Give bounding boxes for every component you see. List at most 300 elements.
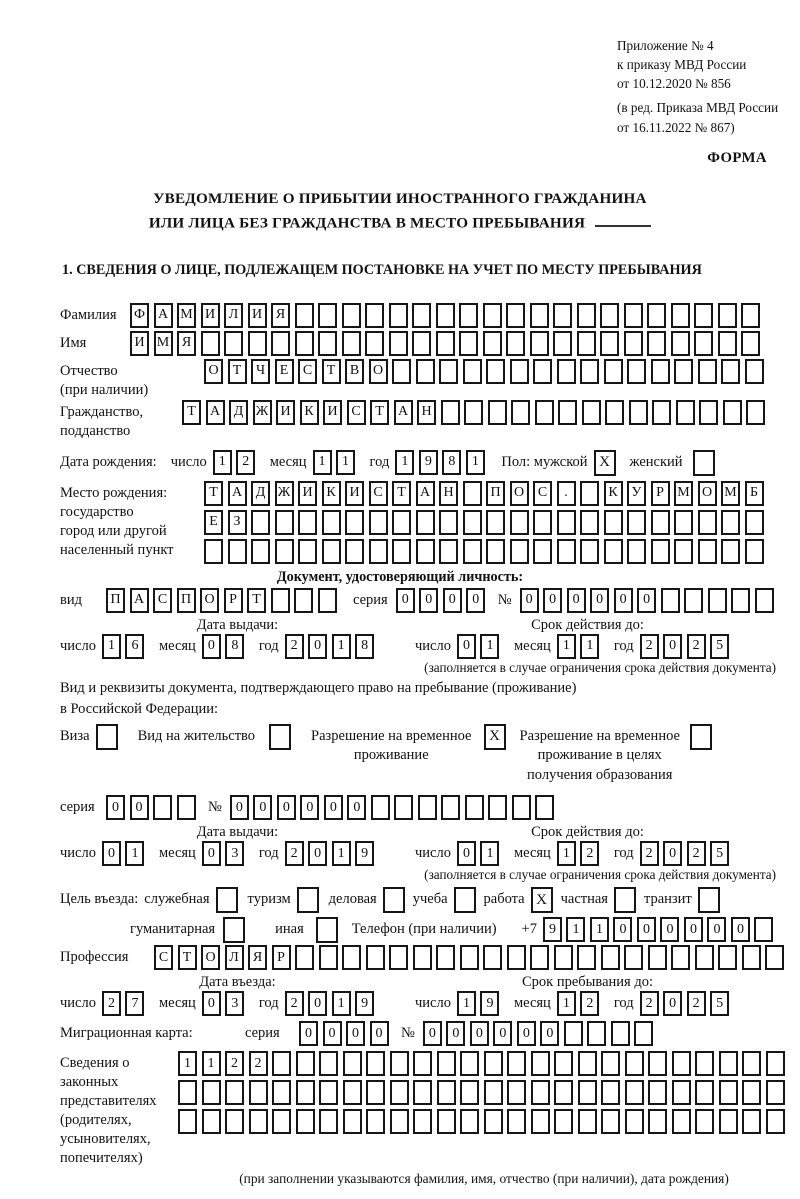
- char-cell[interactable]: [530, 945, 549, 970]
- char-cell[interactable]: 8: [355, 634, 374, 659]
- char-cell[interactable]: М: [674, 481, 693, 506]
- char-cell[interactable]: С: [369, 481, 388, 506]
- char-cell[interactable]: [345, 539, 364, 564]
- char-cell[interactable]: М: [721, 481, 740, 506]
- char-cell[interactable]: [271, 331, 290, 356]
- char-cell[interactable]: Т: [247, 588, 266, 613]
- char-cell[interactable]: [275, 510, 294, 535]
- char-cell[interactable]: [272, 1080, 291, 1105]
- char-cell[interactable]: С: [154, 945, 173, 970]
- char-cell[interactable]: 0: [346, 1021, 365, 1046]
- char-cell[interactable]: [694, 303, 713, 328]
- char-cell[interactable]: [389, 945, 408, 970]
- char-cell[interactable]: [294, 588, 313, 613]
- char-cell[interactable]: [695, 945, 714, 970]
- char-cell[interactable]: [564, 1021, 583, 1046]
- char-cell[interactable]: [460, 1109, 479, 1134]
- char-cell[interactable]: 0: [202, 634, 221, 659]
- char-cell[interactable]: [535, 795, 554, 820]
- char-cell[interactable]: И: [298, 481, 317, 506]
- char-cell[interactable]: [296, 1051, 315, 1076]
- char-cell[interactable]: [483, 945, 502, 970]
- char-cell[interactable]: Т: [392, 481, 411, 506]
- char-cell[interactable]: 0: [590, 588, 609, 613]
- char-cell[interactable]: [651, 510, 670, 535]
- char-cell[interactable]: [295, 303, 314, 328]
- char-cell[interactable]: [611, 1021, 630, 1046]
- char-cell[interactable]: [719, 1051, 738, 1076]
- char-cell[interactable]: [530, 303, 549, 328]
- char-cell[interactable]: [674, 359, 693, 384]
- char-cell[interactable]: [674, 510, 693, 535]
- purpose-humanitarian-checkbox[interactable]: [223, 917, 245, 943]
- char-cell[interactable]: [651, 539, 670, 564]
- char-cell[interactable]: [507, 1080, 526, 1105]
- char-cell[interactable]: 0: [370, 1021, 389, 1046]
- char-cell[interactable]: [535, 400, 554, 425]
- char-cell[interactable]: О: [510, 481, 529, 506]
- char-cell[interactable]: А: [206, 400, 225, 425]
- char-cell[interactable]: Ж: [275, 481, 294, 506]
- char-cell[interactable]: 1: [178, 1051, 197, 1076]
- char-cell[interactable]: [651, 359, 670, 384]
- char-cell[interactable]: 0: [540, 1021, 559, 1046]
- char-cell[interactable]: 0: [637, 917, 656, 942]
- char-cell[interactable]: 9: [480, 991, 499, 1016]
- char-cell[interactable]: Т: [370, 400, 389, 425]
- char-cell[interactable]: 0: [308, 634, 327, 659]
- char-cell[interactable]: [698, 510, 717, 535]
- char-cell[interactable]: С: [533, 481, 552, 506]
- char-cell[interactable]: [390, 1080, 409, 1105]
- char-cell[interactable]: Р: [651, 481, 670, 506]
- char-cell[interactable]: [510, 359, 529, 384]
- char-cell[interactable]: 1: [590, 917, 609, 942]
- char-cell[interactable]: 2: [687, 991, 706, 1016]
- char-cell[interactable]: [342, 303, 361, 328]
- char-cell[interactable]: П: [106, 588, 125, 613]
- char-cell[interactable]: А: [416, 481, 435, 506]
- char-cell[interactable]: 6: [125, 634, 144, 659]
- char-cell[interactable]: 1: [557, 991, 576, 1016]
- char-cell[interactable]: [507, 945, 526, 970]
- char-cell[interactable]: 5: [710, 841, 729, 866]
- char-cell[interactable]: [228, 539, 247, 564]
- char-cell[interactable]: [723, 400, 742, 425]
- char-cell[interactable]: 2: [236, 450, 255, 475]
- char-cell[interactable]: 1: [125, 841, 144, 866]
- char-cell[interactable]: [248, 331, 267, 356]
- char-cell[interactable]: 2: [687, 634, 706, 659]
- char-cell[interactable]: [392, 539, 411, 564]
- char-cell[interactable]: 3: [225, 991, 244, 1016]
- char-cell[interactable]: Е: [204, 510, 223, 535]
- char-cell[interactable]: 0: [470, 1021, 489, 1046]
- char-cell[interactable]: О: [369, 359, 388, 384]
- char-cell[interactable]: 0: [517, 1021, 536, 1046]
- char-cell[interactable]: 2: [640, 991, 659, 1016]
- char-cell[interactable]: [486, 510, 505, 535]
- char-cell[interactable]: [718, 331, 737, 356]
- char-cell[interactable]: [441, 400, 460, 425]
- char-cell[interactable]: [507, 1051, 526, 1076]
- char-cell[interactable]: [488, 400, 507, 425]
- char-cell[interactable]: [298, 510, 317, 535]
- char-cell[interactable]: [558, 400, 577, 425]
- char-cell[interactable]: Т: [322, 359, 341, 384]
- char-cell[interactable]: [533, 539, 552, 564]
- char-cell[interactable]: 0: [637, 588, 656, 613]
- char-cell[interactable]: [366, 1080, 385, 1105]
- purpose-tourism-checkbox[interactable]: [297, 887, 319, 913]
- char-cell[interactable]: Ж: [253, 400, 272, 425]
- char-cell[interactable]: [634, 1021, 653, 1046]
- char-cell[interactable]: 2: [285, 634, 304, 659]
- char-cell[interactable]: В: [345, 359, 364, 384]
- char-cell[interactable]: [604, 359, 623, 384]
- char-cell[interactable]: [464, 400, 483, 425]
- char-cell[interactable]: [412, 303, 431, 328]
- char-cell[interactable]: [271, 588, 290, 613]
- char-cell[interactable]: [318, 588, 337, 613]
- char-cell[interactable]: 2: [580, 841, 599, 866]
- char-cell[interactable]: [439, 510, 458, 535]
- char-cell[interactable]: [319, 1051, 338, 1076]
- char-cell[interactable]: [719, 1109, 738, 1134]
- char-cell[interactable]: [699, 400, 718, 425]
- char-cell[interactable]: Р: [224, 588, 243, 613]
- char-cell[interactable]: [533, 359, 552, 384]
- char-cell[interactable]: [600, 303, 619, 328]
- char-cell[interactable]: 0: [202, 841, 221, 866]
- char-cell[interactable]: 8: [225, 634, 244, 659]
- char-cell[interactable]: [436, 945, 455, 970]
- char-cell[interactable]: 1: [336, 450, 355, 475]
- char-cell[interactable]: З: [228, 510, 247, 535]
- char-cell[interactable]: 0: [106, 795, 125, 820]
- char-cell[interactable]: 1: [466, 450, 485, 475]
- char-cell[interactable]: [577, 303, 596, 328]
- char-cell[interactable]: 0: [457, 634, 476, 659]
- char-cell[interactable]: О: [698, 481, 717, 506]
- char-cell[interactable]: 2: [249, 1051, 268, 1076]
- char-cell[interactable]: И: [130, 331, 149, 356]
- char-cell[interactable]: [483, 303, 502, 328]
- char-cell[interactable]: [366, 1051, 385, 1076]
- char-cell[interactable]: [627, 539, 646, 564]
- char-cell[interactable]: [510, 510, 529, 535]
- char-cell[interactable]: [694, 331, 713, 356]
- temp-residence-education-checkbox[interactable]: [690, 724, 712, 750]
- char-cell[interactable]: Е: [275, 359, 294, 384]
- char-cell[interactable]: Л: [225, 945, 244, 970]
- char-cell[interactable]: [437, 1080, 456, 1105]
- char-cell[interactable]: [295, 945, 314, 970]
- char-cell[interactable]: [624, 303, 643, 328]
- char-cell[interactable]: [510, 539, 529, 564]
- char-cell[interactable]: [319, 1109, 338, 1134]
- char-cell[interactable]: 1: [202, 1051, 221, 1076]
- char-cell[interactable]: [390, 1109, 409, 1134]
- char-cell[interactable]: [389, 303, 408, 328]
- char-cell[interactable]: [580, 510, 599, 535]
- char-cell[interactable]: [742, 1051, 761, 1076]
- char-cell[interactable]: [392, 359, 411, 384]
- char-cell[interactable]: 0: [308, 991, 327, 1016]
- purpose-transit-checkbox[interactable]: [698, 887, 720, 913]
- char-cell[interactable]: 0: [253, 795, 272, 820]
- char-cell[interactable]: [601, 1080, 620, 1105]
- char-cell[interactable]: [604, 539, 623, 564]
- char-cell[interactable]: [676, 400, 695, 425]
- char-cell[interactable]: [672, 1051, 691, 1076]
- char-cell[interactable]: [437, 1109, 456, 1134]
- char-cell[interactable]: [484, 1080, 503, 1105]
- char-cell[interactable]: [578, 1109, 597, 1134]
- char-cell[interactable]: 0: [663, 991, 682, 1016]
- char-cell[interactable]: А: [228, 481, 247, 506]
- char-cell[interactable]: [202, 1080, 221, 1105]
- char-cell[interactable]: 1: [213, 450, 232, 475]
- residence-permit-checkbox[interactable]: [269, 724, 291, 750]
- char-cell[interactable]: [625, 1080, 644, 1105]
- char-cell[interactable]: [554, 1080, 573, 1105]
- char-cell[interactable]: 0: [230, 795, 249, 820]
- char-cell[interactable]: 0: [684, 917, 703, 942]
- char-cell[interactable]: [413, 1109, 432, 1134]
- char-cell[interactable]: [394, 795, 413, 820]
- char-cell[interactable]: 0: [446, 1021, 465, 1046]
- char-cell[interactable]: [459, 303, 478, 328]
- char-cell[interactable]: [342, 945, 361, 970]
- char-cell[interactable]: [557, 359, 576, 384]
- char-cell[interactable]: Т: [228, 359, 247, 384]
- char-cell[interactable]: 0: [300, 795, 319, 820]
- char-cell[interactable]: 0: [308, 841, 327, 866]
- char-cell[interactable]: [577, 945, 596, 970]
- char-cell[interactable]: [695, 1051, 714, 1076]
- char-cell[interactable]: Т: [178, 945, 197, 970]
- char-cell[interactable]: [296, 1109, 315, 1134]
- char-cell[interactable]: Н: [439, 481, 458, 506]
- char-cell[interactable]: Б: [745, 481, 764, 506]
- char-cell[interactable]: 2: [640, 634, 659, 659]
- char-cell[interactable]: [251, 539, 270, 564]
- char-cell[interactable]: [439, 359, 458, 384]
- char-cell[interactable]: 0: [347, 795, 366, 820]
- char-cell[interactable]: [392, 510, 411, 535]
- char-cell[interactable]: А: [394, 400, 413, 425]
- char-cell[interactable]: [605, 400, 624, 425]
- char-cell[interactable]: [766, 1080, 785, 1105]
- char-cell[interactable]: 2: [580, 991, 599, 1016]
- char-cell[interactable]: 1: [332, 634, 351, 659]
- char-cell[interactable]: 7: [125, 991, 144, 1016]
- char-cell[interactable]: [629, 400, 648, 425]
- char-cell[interactable]: [578, 1051, 597, 1076]
- char-cell[interactable]: .: [557, 481, 576, 506]
- char-cell[interactable]: [318, 331, 337, 356]
- char-cell[interactable]: [436, 331, 455, 356]
- char-cell[interactable]: [648, 945, 667, 970]
- char-cell[interactable]: [742, 1080, 761, 1105]
- char-cell[interactable]: [318, 303, 337, 328]
- char-cell[interactable]: [742, 945, 761, 970]
- char-cell[interactable]: 1: [102, 634, 121, 659]
- char-cell[interactable]: [412, 331, 431, 356]
- char-cell[interactable]: 8: [442, 450, 461, 475]
- char-cell[interactable]: Я: [177, 331, 196, 356]
- char-cell[interactable]: [483, 331, 502, 356]
- char-cell[interactable]: 1: [480, 634, 499, 659]
- char-cell[interactable]: [742, 1109, 761, 1134]
- char-cell[interactable]: [755, 588, 774, 613]
- female-checkbox[interactable]: [693, 450, 715, 476]
- char-cell[interactable]: И: [248, 303, 267, 328]
- char-cell[interactable]: [627, 359, 646, 384]
- char-cell[interactable]: 2: [687, 841, 706, 866]
- char-cell[interactable]: 0: [663, 634, 682, 659]
- char-cell[interactable]: [554, 945, 573, 970]
- char-cell[interactable]: [251, 510, 270, 535]
- char-cell[interactable]: [578, 1080, 597, 1105]
- char-cell[interactable]: Ч: [251, 359, 270, 384]
- char-cell[interactable]: [601, 1109, 620, 1134]
- char-cell[interactable]: О: [201, 945, 220, 970]
- char-cell[interactable]: [459, 331, 478, 356]
- char-cell[interactable]: 2: [285, 991, 304, 1016]
- purpose-private-checkbox[interactable]: [614, 887, 636, 913]
- char-cell[interactable]: [153, 795, 172, 820]
- char-cell[interactable]: К: [604, 481, 623, 506]
- char-cell[interactable]: [413, 945, 432, 970]
- char-cell[interactable]: 1: [332, 841, 351, 866]
- char-cell[interactable]: 2: [102, 991, 121, 1016]
- char-cell[interactable]: [661, 588, 680, 613]
- char-cell[interactable]: 0: [102, 841, 121, 866]
- char-cell[interactable]: [745, 510, 764, 535]
- char-cell[interactable]: [371, 795, 390, 820]
- char-cell[interactable]: 0: [396, 588, 415, 613]
- char-cell[interactable]: 0: [423, 1021, 442, 1046]
- char-cell[interactable]: [647, 303, 666, 328]
- char-cell[interactable]: [369, 510, 388, 535]
- char-cell[interactable]: [204, 539, 223, 564]
- char-cell[interactable]: 1: [480, 841, 499, 866]
- char-cell[interactable]: [731, 588, 750, 613]
- char-cell[interactable]: [718, 945, 737, 970]
- char-cell[interactable]: [460, 1051, 479, 1076]
- char-cell[interactable]: [416, 510, 435, 535]
- char-cell[interactable]: [672, 1109, 691, 1134]
- char-cell[interactable]: 1: [395, 450, 414, 475]
- char-cell[interactable]: Я: [248, 945, 267, 970]
- char-cell[interactable]: [531, 1051, 550, 1076]
- char-cell[interactable]: [365, 303, 384, 328]
- char-cell[interactable]: Д: [251, 481, 270, 506]
- char-cell[interactable]: [648, 1080, 667, 1105]
- char-cell[interactable]: 0: [299, 1021, 318, 1046]
- char-cell[interactable]: [765, 945, 784, 970]
- char-cell[interactable]: [201, 331, 220, 356]
- char-cell[interactable]: [648, 1109, 667, 1134]
- char-cell[interactable]: [721, 359, 740, 384]
- char-cell[interactable]: [343, 1051, 362, 1076]
- char-cell[interactable]: [413, 1080, 432, 1105]
- char-cell[interactable]: [684, 588, 703, 613]
- char-cell[interactable]: [488, 795, 507, 820]
- char-cell[interactable]: [601, 1051, 620, 1076]
- char-cell[interactable]: 5: [710, 634, 729, 659]
- char-cell[interactable]: [460, 945, 479, 970]
- char-cell[interactable]: 0: [614, 588, 633, 613]
- char-cell[interactable]: [463, 510, 482, 535]
- char-cell[interactable]: К: [322, 481, 341, 506]
- char-cell[interactable]: 1: [457, 991, 476, 1016]
- char-cell[interactable]: [295, 331, 314, 356]
- char-cell[interactable]: [671, 945, 690, 970]
- char-cell[interactable]: [343, 1080, 362, 1105]
- char-cell[interactable]: [695, 1109, 714, 1134]
- char-cell[interactable]: [708, 588, 727, 613]
- char-cell[interactable]: 0: [493, 1021, 512, 1046]
- char-cell[interactable]: 1: [313, 450, 332, 475]
- char-cell[interactable]: [202, 1109, 221, 1134]
- char-cell[interactable]: [580, 481, 599, 506]
- char-cell[interactable]: [506, 303, 525, 328]
- char-cell[interactable]: 1: [557, 634, 576, 659]
- char-cell[interactable]: 1: [557, 841, 576, 866]
- char-cell[interactable]: [342, 331, 361, 356]
- char-cell[interactable]: 1: [332, 991, 351, 1016]
- char-cell[interactable]: [486, 539, 505, 564]
- char-cell[interactable]: [484, 1051, 503, 1076]
- char-cell[interactable]: У: [627, 481, 646, 506]
- char-cell[interactable]: И: [201, 303, 220, 328]
- char-cell[interactable]: 0: [543, 588, 562, 613]
- char-cell[interactable]: [580, 539, 599, 564]
- char-cell[interactable]: [554, 1109, 573, 1134]
- char-cell[interactable]: [554, 1051, 573, 1076]
- char-cell[interactable]: [463, 539, 482, 564]
- char-cell[interactable]: [272, 1051, 291, 1076]
- char-cell[interactable]: [625, 1109, 644, 1134]
- char-cell[interactable]: [507, 1109, 526, 1134]
- char-cell[interactable]: 0: [323, 1021, 342, 1046]
- char-cell[interactable]: 2: [225, 1051, 244, 1076]
- char-cell[interactable]: [441, 795, 460, 820]
- char-cell[interactable]: [178, 1080, 197, 1105]
- char-cell[interactable]: О: [204, 359, 223, 384]
- char-cell[interactable]: 9: [355, 841, 374, 866]
- purpose-other-checkbox[interactable]: [316, 917, 338, 943]
- char-cell[interactable]: [766, 1109, 785, 1134]
- temp-residence-permit-checkbox[interactable]: X: [484, 724, 506, 750]
- char-cell[interactable]: [343, 1109, 362, 1134]
- char-cell[interactable]: [718, 303, 737, 328]
- purpose-business-checkbox[interactable]: [383, 887, 405, 913]
- char-cell[interactable]: С: [347, 400, 366, 425]
- char-cell[interactable]: [745, 359, 764, 384]
- char-cell[interactable]: [557, 539, 576, 564]
- char-cell[interactable]: М: [154, 331, 173, 356]
- char-cell[interactable]: [553, 303, 572, 328]
- char-cell[interactable]: А: [130, 588, 149, 613]
- char-cell[interactable]: [531, 1080, 550, 1105]
- char-cell[interactable]: 0: [457, 841, 476, 866]
- char-cell[interactable]: А: [154, 303, 173, 328]
- char-cell[interactable]: [439, 539, 458, 564]
